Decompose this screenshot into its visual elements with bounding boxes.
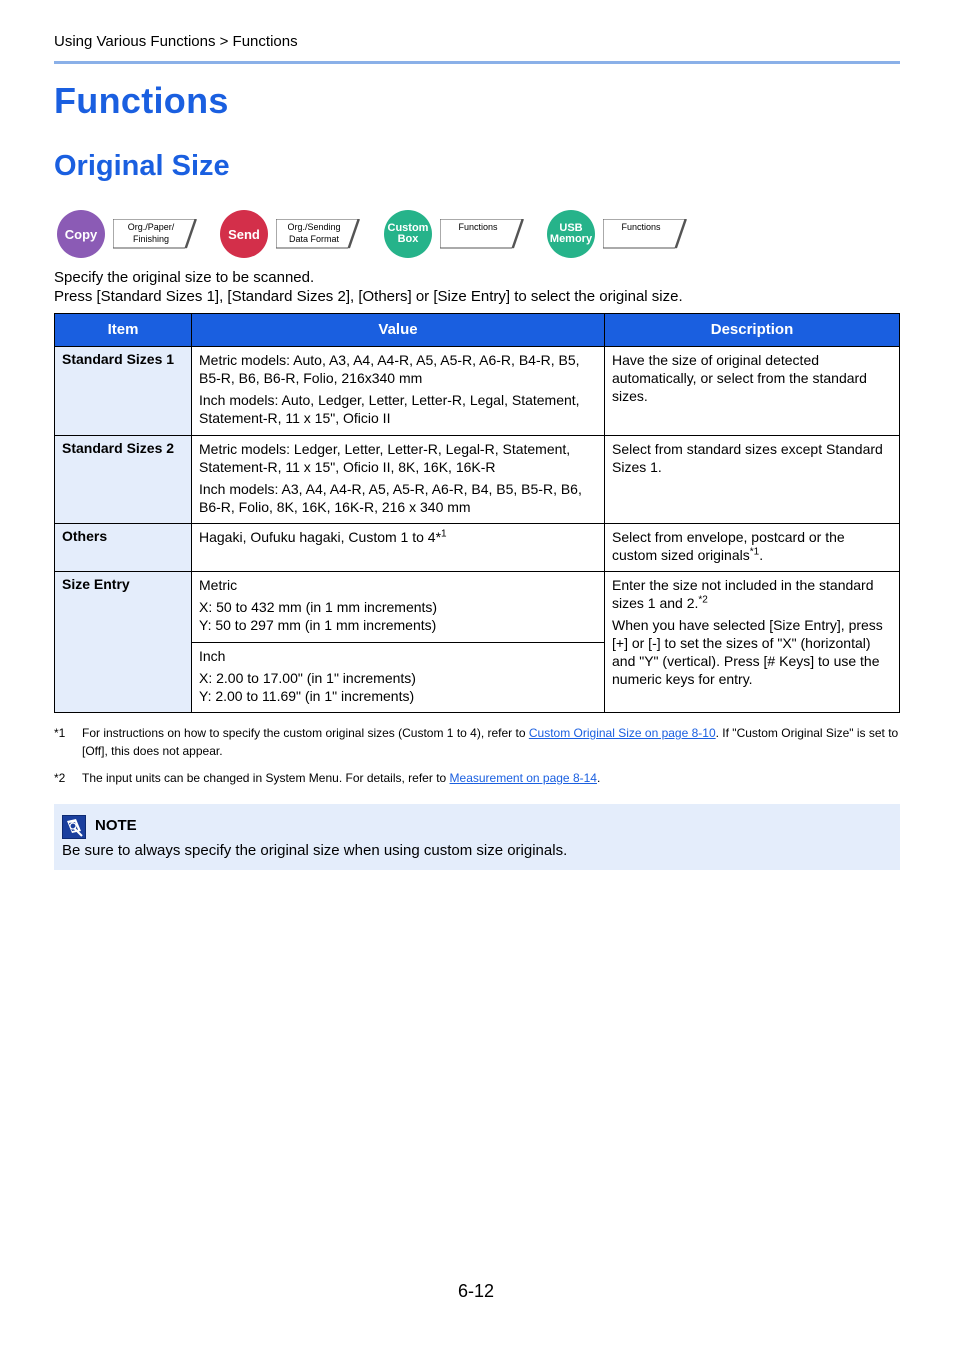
- row-value: [192, 347, 605, 436]
- description-paragraph: When you have selected [Size Entry], press [+] or [-] to set the sizes of "X" (horizontal) and "Y" (vertical). Press [# Keys] to use the numeric keys for entry.: [612, 617, 883, 687]
- value-metric: Metric models: Ledger, Letter, Letter-R, Legal-R, Statement, Statement-R, 11 x 15", Oficio II, 8K, 16K, 16K-R: [199, 441, 571, 475]
- value-inch: Inch models: Auto, Ledger, Letter, Letter-R, Legal, Statement, Statement-R, 11 x 15", Oficio II: [199, 392, 580, 426]
- mode-navigation: [57, 209, 707, 259]
- row-item-label: Standard Sizes 2: [55, 436, 192, 524]
- original-size-table: [54, 313, 900, 713]
- copy-menu-path-label: Org./Paper/ Finishing: [127, 222, 175, 244]
- footnote-link[interactable]: Custom Original Size on page 8-10: [528, 726, 716, 740]
- footnote-ref: *2: [698, 594, 708, 606]
- description-text: Select from envelope, postcard or the custom sized originals: [612, 529, 845, 563]
- description-paragraph: [612, 576, 892, 612]
- inch-x-range: X: 2.00 to 17.00" (in 1" increments): [199, 670, 416, 686]
- send-menu-path: [276, 219, 360, 249]
- custom-box-menu-path-label: Functions: [458, 222, 498, 232]
- row-value: [192, 524, 605, 572]
- column-header-item: Item: [55, 314, 192, 347]
- footnote: [54, 724, 902, 760]
- footnote-body: [82, 769, 902, 787]
- usb-memory-menu-path-label: Functions: [621, 222, 661, 232]
- table-row: [55, 436, 900, 524]
- metric-x-range: X: 50 to 432 mm (in 1 mm increments): [199, 599, 438, 615]
- value-metric: Metric models: Auto, A3, A4, A4-R, A5, A5-R, A6-R, B4-R, B5, B5-R, B6, B6-R, Folio, 216x340 mm: [199, 352, 580, 386]
- section-title: Original Size: [54, 150, 230, 182]
- footnote-mark: *1: [54, 726, 66, 740]
- header-divider: [54, 61, 900, 64]
- row-value-metric: [192, 572, 605, 643]
- row-item-label: Others: [55, 524, 192, 572]
- footnote-ref: *1: [749, 546, 760, 558]
- note-text: Be sure to always specify the original size when using custom size originals.: [62, 842, 568, 859]
- intro-line-1: Specify the original size to be scanned.: [54, 269, 315, 286]
- table-header-row: [55, 314, 900, 347]
- footnote: [54, 769, 902, 787]
- page-number: 6-12: [458, 1281, 495, 1301]
- row-value-inch: [192, 643, 605, 713]
- value-text: Hagaki, Oufuku hagaki, Custom 1 to 4*: [199, 529, 442, 545]
- send-menu-path-label: Org./Sending Data Format: [287, 222, 341, 244]
- table-row: [55, 572, 900, 643]
- usb-memory-mode-badge: USB Memory: [547, 210, 595, 258]
- table-row: [55, 524, 900, 572]
- footnote-mark: *2: [54, 771, 66, 785]
- breadcrumb: Using Various Functions > Functions: [54, 33, 298, 50]
- copy-menu-path: [113, 219, 197, 249]
- row-description: [605, 524, 900, 572]
- value-inch: Inch models: A3, A4, A4-R, A5, A5-R, A6-R, B4, B5, B5-R, B6, B6-R, Folio, 8K, 16K, 16K-R, 216 x 340 mm: [199, 481, 582, 515]
- note-icon: [62, 815, 86, 839]
- column-header-value: Value: [192, 314, 605, 347]
- description-end: .: [759, 547, 764, 563]
- metric-y-range: Y: 50 to 297 mm (in 1 mm increments): [199, 617, 437, 633]
- inch-label: Inch: [199, 648, 226, 664]
- metric-label: Metric: [199, 577, 238, 593]
- copy-mode-badge: Copy: [57, 210, 105, 258]
- page-title: Functions: [54, 80, 229, 121]
- send-mode-badge: Send: [220, 210, 268, 258]
- table-row: [55, 347, 900, 436]
- note-title: NOTE: [95, 817, 137, 834]
- intro-text: [54, 268, 683, 306]
- usb-memory-menu-path: [603, 219, 687, 249]
- footnote-body: [82, 724, 902, 760]
- description-text: Enter the size not included in the standard sizes 1 and 2.: [612, 577, 874, 611]
- footnote-text: For instructions on how to specify the custom original sizes (Custom 1 to 4), refer to: [82, 726, 529, 740]
- intro-line-2: Press [Standard Sizes 1], [Standard Sizes 2], [Others] or [Size Entry] to select the original size.: [54, 288, 683, 305]
- row-item-label: Size Entry: [55, 572, 192, 713]
- row-description: Have the size of original detected automatically, or select from the standard sizes.: [605, 347, 900, 436]
- footnote-text-end: .: [596, 771, 601, 785]
- footnote-text: The input units can be changed in System Menu. For details, refer to: [82, 771, 450, 785]
- row-description: Select from standard sizes except Standard Sizes 1.: [605, 436, 900, 524]
- footnote-text-end: . If "Custom Original Size" is set to [Off], this does not appear.: [82, 726, 899, 758]
- row-value: [192, 436, 605, 524]
- custom-box-mode-badge: Custom Box: [384, 210, 432, 258]
- inch-y-range: Y: 2.00 to 11.69" (in 1" increments): [199, 688, 415, 704]
- row-item-label: Standard Sizes 1: [55, 347, 192, 436]
- column-header-description: Description: [605, 314, 900, 347]
- custom-box-menu-path: [440, 219, 524, 249]
- row-description: [605, 572, 900, 713]
- note-box: [54, 804, 900, 870]
- footnote-link[interactable]: Measurement on page 8-14: [449, 771, 597, 785]
- footnote-ref: 1: [441, 528, 447, 540]
